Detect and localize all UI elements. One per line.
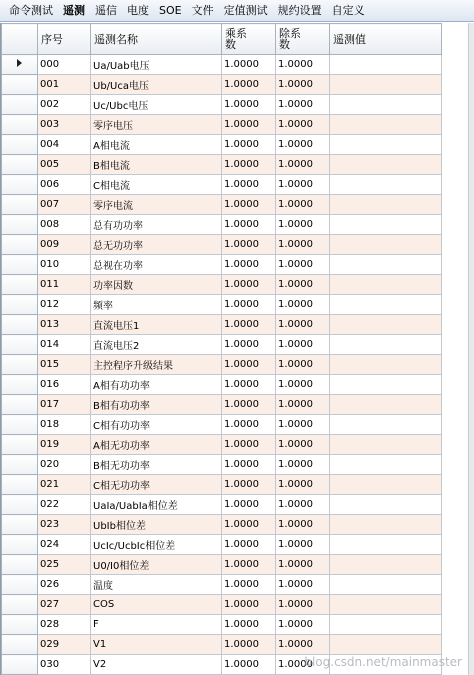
cell-value[interactable]	[330, 295, 442, 315]
cell-name[interactable]: B相无功功率	[91, 455, 222, 475]
cell-divisor[interactable]: 1.0000	[276, 355, 330, 375]
table-row[interactable]	[2, 355, 442, 375]
cell-multiplier[interactable]: 1.0000	[222, 295, 276, 315]
watermark: blog.csdn.net/mainmaster	[304, 655, 462, 669]
cell-divisor[interactable]: 1.0000	[276, 475, 330, 495]
tab-7[interactable]: 规约设置	[277, 3, 322, 17]
cell-multiplier[interactable]: 1.0000	[222, 475, 276, 495]
cell-value[interactable]	[330, 215, 442, 235]
cell-multiplier[interactable]: 1.0000	[222, 355, 276, 375]
row-header[interactable]	[2, 495, 38, 515]
cell-name[interactable]: 零序电流	[91, 195, 222, 215]
cell-divisor[interactable]: 1.0000	[276, 215, 330, 235]
cell-value[interactable]	[330, 355, 442, 375]
cell-divisor[interactable]: 1.0000	[276, 595, 330, 615]
cell-divisor[interactable]: 1.0000	[276, 315, 330, 335]
cell-value[interactable]	[330, 135, 442, 155]
cell-name[interactable]: U0/I0相位差	[91, 555, 222, 575]
row-header[interactable]	[2, 115, 38, 135]
row-header[interactable]	[2, 475, 38, 495]
cell-name[interactable]: 直流电压2	[91, 335, 222, 355]
table-row[interactable]	[2, 155, 442, 175]
tab-8[interactable]: 自定义	[331, 3, 365, 17]
cell-name[interactable]: F	[91, 615, 222, 635]
tab-2[interactable]: 遥信	[95, 3, 117, 17]
cell-value[interactable]	[330, 635, 442, 655]
cell-name[interactable]: 主控程序升级结果	[91, 355, 222, 375]
cell-name[interactable]: Uc/Ubc电压	[91, 95, 222, 115]
cell-index[interactable]: 000	[38, 55, 91, 75]
table-row[interactable]	[2, 135, 442, 155]
cell-index[interactable]: 013	[38, 315, 91, 335]
cell-multiplier[interactable]: 1.0000	[222, 215, 276, 235]
cell-divisor[interactable]: 1.0000	[276, 155, 330, 175]
cell-divisor[interactable]: 1.0000	[276, 275, 330, 295]
table-row[interactable]	[2, 195, 442, 215]
cell-name[interactable]: 零序电压	[91, 115, 222, 135]
cell-divisor[interactable]: 1.0000	[276, 75, 330, 95]
cell-multiplier[interactable]: 1.0000	[222, 195, 276, 215]
row-header[interactable]	[2, 395, 38, 415]
cell-index[interactable]: 023	[38, 515, 91, 535]
cell-multiplier[interactable]: 1.0000	[222, 235, 276, 255]
cell-index[interactable]: 028	[38, 615, 91, 635]
tab-0[interactable]: 命令测试	[9, 3, 53, 17]
table-row[interactable]	[2, 515, 442, 535]
cell-divisor[interactable]: 1.0000	[276, 435, 330, 455]
cell-multiplier[interactable]: 1.0000	[222, 155, 276, 175]
row-header[interactable]	[2, 195, 38, 215]
cell-value[interactable]	[330, 495, 442, 515]
cell-divisor[interactable]: 1.0000	[276, 55, 330, 75]
cell-name[interactable]: V2	[91, 655, 222, 675]
cell-divisor[interactable]: 1.0000	[276, 175, 330, 195]
cell-name[interactable]: 功率因数	[91, 275, 222, 295]
row-header[interactable]	[2, 235, 38, 255]
cell-index[interactable]: 020	[38, 455, 91, 475]
cell-divisor[interactable]: 1.0000	[276, 375, 330, 395]
cell-index[interactable]: 010	[38, 255, 91, 275]
cell-value[interactable]	[330, 455, 442, 475]
table-row[interactable]	[2, 75, 442, 95]
row-header[interactable]	[2, 255, 38, 275]
cell-index[interactable]: 018	[38, 415, 91, 435]
cell-divisor[interactable]: 1.0000	[276, 95, 330, 115]
cell-name[interactable]: 总无功功率	[91, 235, 222, 255]
cell-index[interactable]: 012	[38, 295, 91, 315]
cell-multiplier[interactable]: 1.0000	[222, 415, 276, 435]
cell-multiplier[interactable]: 1.0000	[222, 455, 276, 475]
cell-value[interactable]	[330, 395, 442, 415]
row-header[interactable]	[2, 175, 38, 195]
table-row[interactable]	[2, 555, 442, 575]
cell-value[interactable]	[330, 535, 442, 555]
table-row[interactable]	[2, 395, 442, 415]
cell-value[interactable]	[330, 335, 442, 355]
cell-name[interactable]: 总视在功率	[91, 255, 222, 275]
cell-value[interactable]	[330, 95, 442, 115]
table-row[interactable]	[2, 115, 442, 135]
cell-multiplier[interactable]: 1.0000	[222, 515, 276, 535]
row-header[interactable]	[2, 615, 38, 635]
cell-multiplier[interactable]: 1.0000	[222, 535, 276, 555]
cell-multiplier[interactable]: 1.0000	[222, 555, 276, 575]
cell-divisor[interactable]: 1.0000	[276, 455, 330, 475]
corner-header	[2, 24, 38, 55]
cell-value[interactable]	[330, 115, 442, 135]
cell-index[interactable]: 019	[38, 435, 91, 455]
row-header[interactable]	[2, 575, 38, 595]
table-row[interactable]	[2, 655, 442, 675]
cell-value[interactable]	[330, 175, 442, 195]
cell-index[interactable]: 001	[38, 75, 91, 95]
cell-multiplier[interactable]: 1.0000	[222, 55, 276, 75]
cell-value[interactable]	[330, 655, 442, 675]
cell-index[interactable]: 002	[38, 95, 91, 115]
row-header[interactable]	[2, 55, 38, 75]
cell-value[interactable]	[330, 555, 442, 575]
cell-value[interactable]	[330, 315, 442, 335]
cell-value[interactable]	[330, 375, 442, 395]
cell-multiplier[interactable]: 1.0000	[222, 315, 276, 335]
cell-multiplier[interactable]: 1.0000	[222, 595, 276, 615]
current-row-arrow-icon	[17, 59, 22, 67]
cell-index[interactable]: 022	[38, 495, 91, 515]
cell-value[interactable]	[330, 195, 442, 215]
tab-4[interactable]: SOE	[159, 3, 182, 17]
row-header[interactable]	[2, 355, 38, 375]
table-row[interactable]	[2, 455, 442, 475]
cell-multiplier[interactable]: 1.0000	[222, 275, 276, 295]
cell-multiplier[interactable]: 1.0000	[222, 75, 276, 95]
row-header[interactable]	[2, 415, 38, 435]
table-row[interactable]	[2, 235, 442, 255]
cell-name[interactable]: Ub/Uca电压	[91, 75, 222, 95]
cell-index[interactable]: 029	[38, 635, 91, 655]
cell-name[interactable]: C相有功功率	[91, 415, 222, 435]
cell-name[interactable]: A相无功功率	[91, 435, 222, 455]
cell-divisor[interactable]: 1.0000	[276, 115, 330, 135]
telemetry-grid	[0, 23, 468, 675]
cell-divisor[interactable]: 1.0000	[276, 635, 330, 655]
table-row[interactable]	[2, 315, 442, 335]
cell-divisor[interactable]: 1.0000	[276, 555, 330, 575]
cell-name[interactable]: B相有功功率	[91, 395, 222, 415]
cell-divisor[interactable]: 1.0000	[276, 135, 330, 155]
cell-name[interactable]: A相电流	[91, 135, 222, 155]
table-row[interactable]	[2, 635, 442, 655]
cell-value[interactable]	[330, 55, 442, 75]
row-header[interactable]	[2, 275, 38, 295]
row-header[interactable]	[2, 655, 38, 675]
cell-value[interactable]	[330, 75, 442, 95]
table-row[interactable]	[2, 435, 442, 455]
cell-index[interactable]: 026	[38, 575, 91, 595]
cell-divisor[interactable]: 1.0000	[276, 655, 330, 675]
table-row[interactable]	[2, 275, 442, 295]
cell-name[interactable]: C相无功功率	[91, 475, 222, 495]
column-header-multiplier[interactable]: 乘系 数	[222, 24, 276, 55]
cell-index[interactable]: 025	[38, 555, 91, 575]
tab-3[interactable]: 电度	[127, 3, 149, 17]
cell-name[interactable]: Ua/Uab电压	[91, 55, 222, 75]
cell-multiplier[interactable]: 1.0000	[222, 575, 276, 595]
cell-multiplier[interactable]: 1.0000	[222, 395, 276, 415]
cell-divisor[interactable]: 1.0000	[276, 195, 330, 215]
cell-name[interactable]: A相有功功率	[91, 375, 222, 395]
cell-multiplier[interactable]: 1.0000	[222, 495, 276, 515]
cell-name[interactable]: C相电流	[91, 175, 222, 195]
cell-value[interactable]	[330, 255, 442, 275]
cell-divisor[interactable]: 1.0000	[276, 415, 330, 435]
cell-multiplier[interactable]: 1.0000	[222, 375, 276, 395]
row-header[interactable]	[2, 155, 38, 175]
cell-multiplier[interactable]: 1.0000	[222, 655, 276, 675]
row-header[interactable]	[2, 635, 38, 655]
table-row[interactable]	[2, 595, 442, 615]
cell-index[interactable]: 017	[38, 395, 91, 415]
cell-index[interactable]: 003	[38, 115, 91, 135]
table-row[interactable]	[2, 95, 442, 115]
table-row[interactable]	[2, 475, 442, 495]
table-row[interactable]	[2, 415, 442, 435]
cell-name[interactable]: 温度	[91, 575, 222, 595]
cell-multiplier[interactable]: 1.0000	[222, 635, 276, 655]
cell-index[interactable]: 004	[38, 135, 91, 155]
cell-divisor[interactable]: 1.0000	[276, 255, 330, 275]
cell-index[interactable]: 021	[38, 475, 91, 495]
table-row[interactable]	[2, 575, 442, 595]
row-header[interactable]	[2, 515, 38, 535]
cell-divisor[interactable]: 1.0000	[276, 295, 330, 315]
row-header[interactable]	[2, 315, 38, 335]
row-header[interactable]	[2, 295, 38, 315]
cell-multiplier[interactable]: 1.0000	[222, 95, 276, 115]
cell-value[interactable]	[330, 415, 442, 435]
cell-index[interactable]: 009	[38, 235, 91, 255]
cell-index[interactable]: 016	[38, 375, 91, 395]
tab-1[interactable]: 遥测	[63, 3, 85, 17]
cell-index[interactable]: 030	[38, 655, 91, 675]
table-row[interactable]	[2, 615, 442, 635]
row-header[interactable]	[2, 455, 38, 475]
cell-value[interactable]	[330, 595, 442, 615]
cell-multiplier[interactable]: 1.0000	[222, 135, 276, 155]
table-row[interactable]	[2, 335, 442, 355]
row-header[interactable]	[2, 95, 38, 115]
cell-value[interactable]	[330, 615, 442, 635]
cell-name[interactable]: UaIa/UabIa相位差	[91, 495, 222, 515]
cell-index[interactable]: 014	[38, 335, 91, 355]
row-header[interactable]	[2, 75, 38, 95]
cell-value[interactable]	[330, 575, 442, 595]
table-row[interactable]	[2, 255, 442, 275]
row-header[interactable]	[2, 215, 38, 235]
cell-divisor[interactable]: 1.0000	[276, 395, 330, 415]
cell-name[interactable]: COS	[91, 595, 222, 615]
cell-index[interactable]: 027	[38, 595, 91, 615]
row-header[interactable]	[2, 135, 38, 155]
cell-value[interactable]	[330, 515, 442, 535]
cell-divisor[interactable]: 1.0000	[276, 535, 330, 555]
cell-name[interactable]: B相电流	[91, 155, 222, 175]
cell-value[interactable]	[330, 275, 442, 295]
cell-divisor[interactable]: 1.0000	[276, 335, 330, 355]
telemetry-table	[1, 23, 442, 675]
table-row[interactable]	[2, 215, 442, 235]
table-row[interactable]	[2, 375, 442, 395]
cell-value[interactable]	[330, 475, 442, 495]
column-header-index[interactable]: 序号	[38, 24, 91, 55]
cell-name[interactable]: UcIc/UcbIc相位差	[91, 535, 222, 555]
header-row	[2, 24, 442, 55]
cell-index[interactable]: 015	[38, 355, 91, 375]
tab-6[interactable]: 定值测试	[223, 3, 268, 17]
row-header[interactable]	[2, 535, 38, 555]
cell-value[interactable]	[330, 155, 442, 175]
column-header-name[interactable]: 遥测名称	[91, 24, 222, 55]
cell-multiplier[interactable]: 1.0000	[222, 115, 276, 135]
table-row[interactable]	[2, 175, 442, 195]
cell-index[interactable]: 011	[38, 275, 91, 295]
tab-bar	[0, 0, 474, 22]
cell-name[interactable]: UbIb相位差	[91, 515, 222, 535]
cell-divisor[interactable]: 1.0000	[276, 515, 330, 535]
cell-index[interactable]: 006	[38, 175, 91, 195]
cell-multiplier[interactable]: 1.0000	[222, 255, 276, 275]
row-header[interactable]	[2, 555, 38, 575]
cell-index[interactable]: 007	[38, 195, 91, 215]
row-header[interactable]	[2, 335, 38, 355]
row-header[interactable]	[2, 595, 38, 615]
cell-index[interactable]: 008	[38, 215, 91, 235]
cell-multiplier[interactable]: 1.0000	[222, 615, 276, 635]
cell-value[interactable]	[330, 435, 442, 455]
tab-5[interactable]: 文件	[191, 3, 214, 17]
cell-divisor[interactable]: 1.0000	[276, 575, 330, 595]
cell-index[interactable]: 005	[38, 155, 91, 175]
table-row[interactable]	[2, 295, 442, 315]
grid-body	[2, 55, 442, 675]
cell-multiplier[interactable]: 1.0000	[222, 335, 276, 355]
cell-divisor[interactable]: 1.0000	[276, 615, 330, 635]
cell-divisor[interactable]: 1.0000	[276, 235, 330, 255]
vertical-scrollbar[interactable]	[468, 23, 474, 675]
cell-name[interactable]: 直流电压1	[91, 315, 222, 335]
table-row[interactable]	[2, 535, 442, 555]
cell-value[interactable]	[330, 235, 442, 255]
cell-multiplier[interactable]: 1.0000	[222, 435, 276, 455]
table-row[interactable]	[2, 495, 442, 515]
row-header[interactable]	[2, 435, 38, 455]
cell-name[interactable]: 频率	[91, 295, 222, 315]
column-header-divisor[interactable]: 除系 数	[276, 24, 330, 55]
table-row[interactable]	[2, 55, 442, 75]
cell-index[interactable]: 024	[38, 535, 91, 555]
column-header-value[interactable]: 遥测值	[330, 24, 442, 55]
cell-divisor[interactable]: 1.0000	[276, 495, 330, 515]
row-header[interactable]	[2, 375, 38, 395]
cell-name[interactable]: 总有功功率	[91, 215, 222, 235]
cell-name[interactable]: V1	[91, 635, 222, 655]
cell-multiplier[interactable]: 1.0000	[222, 175, 276, 195]
